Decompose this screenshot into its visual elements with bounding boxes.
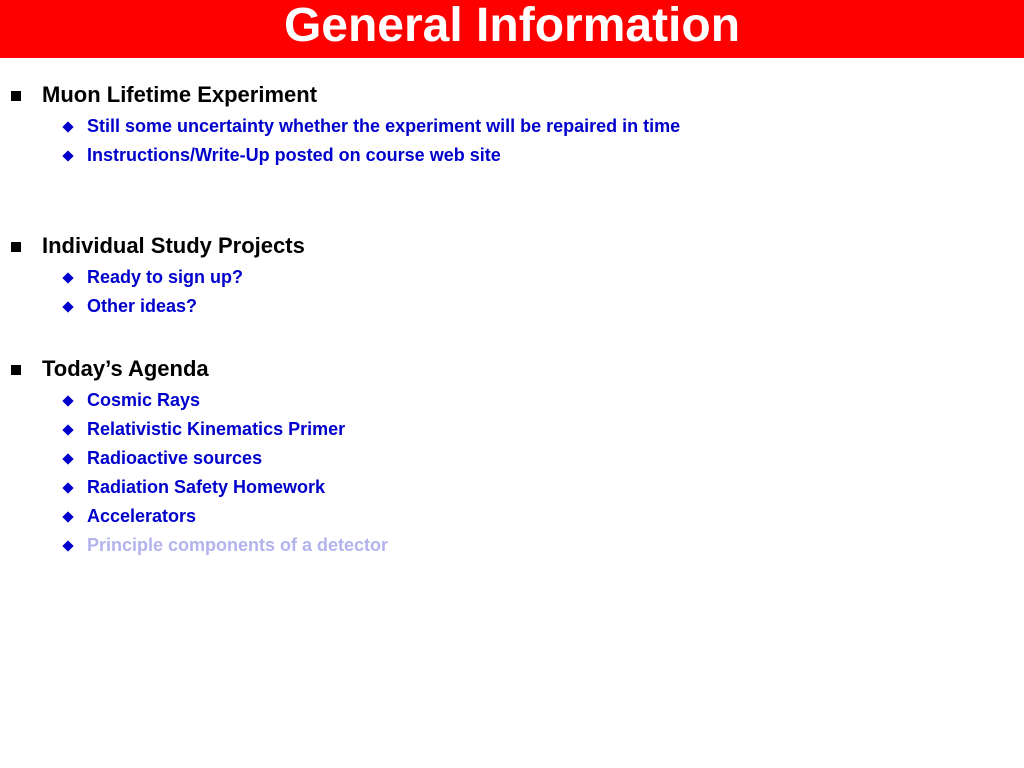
list-item: Radiation Safety Homework (87, 477, 326, 497)
title-bar (0, 0, 1024, 58)
list-item: Ready to sign up? (87, 267, 244, 287)
list-item: Relativistic Kinematics Primer (87, 419, 346, 439)
slide-title: General Information (283, 0, 741, 52)
diamond-bullet-icon (62, 540, 73, 551)
list-item: Instructions/Write-Up posted on course web site (87, 145, 501, 165)
square-bullet-icon (11, 242, 21, 252)
list-item-dimmed: Principle components of a detector (87, 535, 389, 555)
diamond-bullet-icon (62, 395, 73, 406)
diamond-bullet-icon (62, 121, 73, 132)
diamond-bullet-icon (62, 482, 73, 493)
list-item: Still some uncertainty whether the experiment will be repaired in time (87, 116, 681, 136)
section-heading: Individual Study Projects (42, 233, 305, 258)
diamond-bullet-icon (62, 301, 73, 312)
list-item: Cosmic Rays (87, 390, 201, 410)
list-item: Radioactive sources (87, 448, 263, 468)
list-item: Accelerators (87, 506, 197, 526)
diamond-bullet-icon (62, 150, 73, 161)
section-heading: Today’s Agenda (42, 356, 209, 381)
diamond-bullet-icon (62, 511, 73, 522)
square-bullet-icon (11, 365, 21, 375)
list-item: Other ideas? (87, 296, 198, 316)
section-heading: Muon Lifetime Experiment (42, 82, 318, 107)
square-bullet-icon (11, 91, 21, 101)
diamond-bullet-icon (62, 453, 73, 464)
diamond-bullet-icon (62, 272, 73, 283)
diamond-bullet-icon (62, 424, 73, 435)
